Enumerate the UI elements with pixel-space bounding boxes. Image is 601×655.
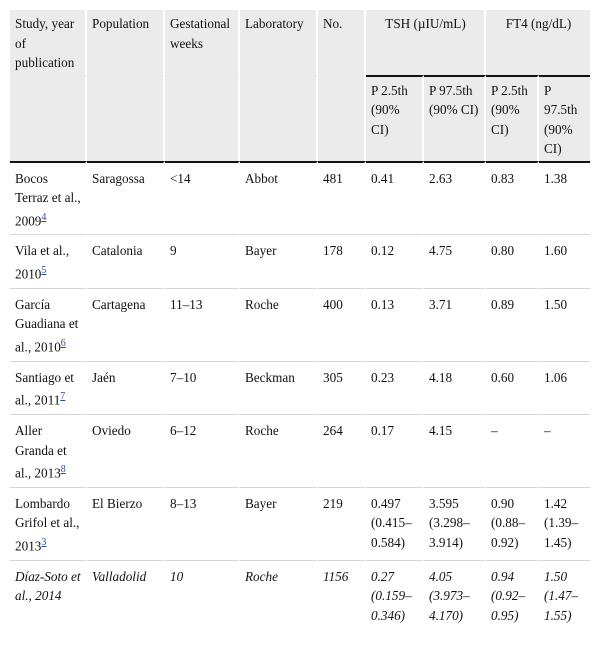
cell-tsh-p975: 3.71 <box>424 288 486 361</box>
cell-ft4-p975: 1.06 <box>539 361 590 414</box>
table-row <box>10 560 590 630</box>
header-population: Population <box>87 10 165 75</box>
cell-ft4-p25: 0.90 (0.88–0.92) <box>486 487 539 560</box>
table-row <box>10 288 590 361</box>
cell-tsh-p25: 0.27 (0.159–0.346) <box>366 560 424 630</box>
cell-ft4-p25: 0.94 (0.92–0.95) <box>486 560 539 630</box>
table-row <box>10 414 590 487</box>
header-laboratory: Laboratory <box>240 10 318 75</box>
cell-tsh-p25: 0.12 <box>366 234 424 287</box>
cell-population: Oviedo <box>87 414 165 487</box>
cell-lab: Beckman <box>240 361 318 414</box>
study-text: García Guadiana et al., 2010 <box>15 296 79 355</box>
table-body <box>10 161 590 630</box>
header-blank <box>10 75 87 161</box>
cell-weeks: <14 <box>165 161 240 235</box>
cell-ft4-p25: 0.83 <box>486 161 539 235</box>
cell-tsh-p25: 0.41 <box>366 161 424 235</box>
header-ft4-p25: P 2.5th (90% CI) <box>486 75 539 161</box>
table-header <box>10 10 590 161</box>
cell-population: Saragossa <box>87 161 165 235</box>
table-row <box>10 487 590 560</box>
cell-lab: Bayer <box>240 234 318 287</box>
cell-weeks: 6–12 <box>165 414 240 487</box>
header-ft4-group: FT4 (ng/dL) <box>486 10 590 75</box>
cell-ft4-p975: 1.38 <box>539 161 590 235</box>
study-text: Santiago et al., 2011 <box>15 369 74 408</box>
reference-link[interactable]: 8 <box>60 464 66 476</box>
study-text: Díaz-Soto et al., 2014 <box>15 568 81 604</box>
cell-study <box>10 234 87 287</box>
header-blank <box>165 75 240 161</box>
header-tsh-group: TSH (µIU/mL) <box>366 10 486 75</box>
study-text: Aller Granda et al., 2013 <box>15 423 67 481</box>
table-row <box>10 361 590 414</box>
cell-tsh-p975: 4.15 <box>424 414 486 487</box>
cell-no: 1156 <box>318 560 366 630</box>
header-gestational-weeks: Gestational weeks <box>165 10 240 75</box>
cell-ft4-p975: 1.42 (1.39–1.45) <box>539 487 590 560</box>
cell-tsh-p25: 0.17 <box>366 414 424 487</box>
cell-study <box>10 288 87 361</box>
cell-population: Cartagena <box>87 288 165 361</box>
study-text: Bocos Terraz et al., 2009 <box>15 170 81 228</box>
cell-tsh-p25: 0.13 <box>366 288 424 361</box>
cell-study <box>10 361 87 414</box>
cell-lab: Roche <box>240 414 318 487</box>
reference-link[interactable]: 3 <box>41 536 47 548</box>
cell-tsh-p975: 4.75 <box>424 234 486 287</box>
cell-tsh-p975: 4.05 (3.973–4.170) <box>424 560 486 630</box>
cell-ft4-p25: 0.80 <box>486 234 539 287</box>
cell-ft4-p975: – <box>539 414 590 487</box>
reference-table-container <box>10 10 590 629</box>
header-blank <box>87 75 165 161</box>
cell-lab: Roche <box>240 288 318 361</box>
cell-weeks: 10 <box>165 560 240 630</box>
cell-study <box>10 560 87 630</box>
cell-tsh-p975: 4.18 <box>424 361 486 414</box>
header-ft4-p975: P 97.5th (90% CI) <box>539 75 590 161</box>
header-study: Study, year of publication <box>10 10 87 75</box>
header-blank <box>318 75 366 161</box>
cell-population: El Bierzo <box>87 487 165 560</box>
cell-no: 481 <box>318 161 366 235</box>
cell-study <box>10 161 87 235</box>
reference-link[interactable]: 7 <box>60 391 66 403</box>
header-tsh-p975: P 97.5th (90% CI) <box>424 75 486 161</box>
cell-no: 264 <box>318 414 366 487</box>
cell-tsh-p25: 0.23 <box>366 361 424 414</box>
cell-tsh-p975: 2.63 <box>424 161 486 235</box>
cell-lab: Bayer <box>240 487 318 560</box>
cell-no: 305 <box>318 361 366 414</box>
cell-weeks: 8–13 <box>165 487 240 560</box>
cell-no: 178 <box>318 234 366 287</box>
cell-tsh-p975: 3.595 (3.298–3.914) <box>424 487 486 560</box>
cell-study <box>10 487 87 560</box>
header-tsh-p25: P 2.5th (90% CI) <box>366 75 424 161</box>
cell-population: Jaén <box>87 361 165 414</box>
reference-link[interactable]: 5 <box>41 264 47 276</box>
cell-ft4-p975: 1.50 (1.47–1.55) <box>539 560 590 630</box>
study-text: Vila et al., 2010 <box>15 243 70 282</box>
cell-weeks: 7–10 <box>165 361 240 414</box>
header-no: No. <box>318 10 366 75</box>
reference-values-table <box>10 10 590 629</box>
cell-ft4-p25: 0.60 <box>486 361 539 414</box>
reference-link[interactable]: 6 <box>60 337 66 349</box>
cell-lab: Abbot <box>240 161 318 235</box>
table-row <box>10 234 590 287</box>
cell-ft4-p975: 1.60 <box>539 234 590 287</box>
cell-no: 219 <box>318 487 366 560</box>
header-blank <box>240 75 318 161</box>
cell-ft4-p25: – <box>486 414 539 487</box>
cell-weeks: 9 <box>165 234 240 287</box>
cell-population: Valladolid <box>87 560 165 630</box>
cell-study <box>10 414 87 487</box>
study-text: Lombardo Grifol et al., 2013 <box>15 495 80 554</box>
cell-population: Catalonia <box>87 234 165 287</box>
cell-lab: Roche <box>240 560 318 630</box>
cell-ft4-p25: 0.89 <box>486 288 539 361</box>
cell-ft4-p975: 1.50 <box>539 288 590 361</box>
table-row <box>10 161 590 235</box>
cell-no: 400 <box>318 288 366 361</box>
cell-tsh-p25: 0.497 (0.415–0.584) <box>366 487 424 560</box>
reference-link[interactable]: 4 <box>41 211 47 223</box>
cell-weeks: 11–13 <box>165 288 240 361</box>
